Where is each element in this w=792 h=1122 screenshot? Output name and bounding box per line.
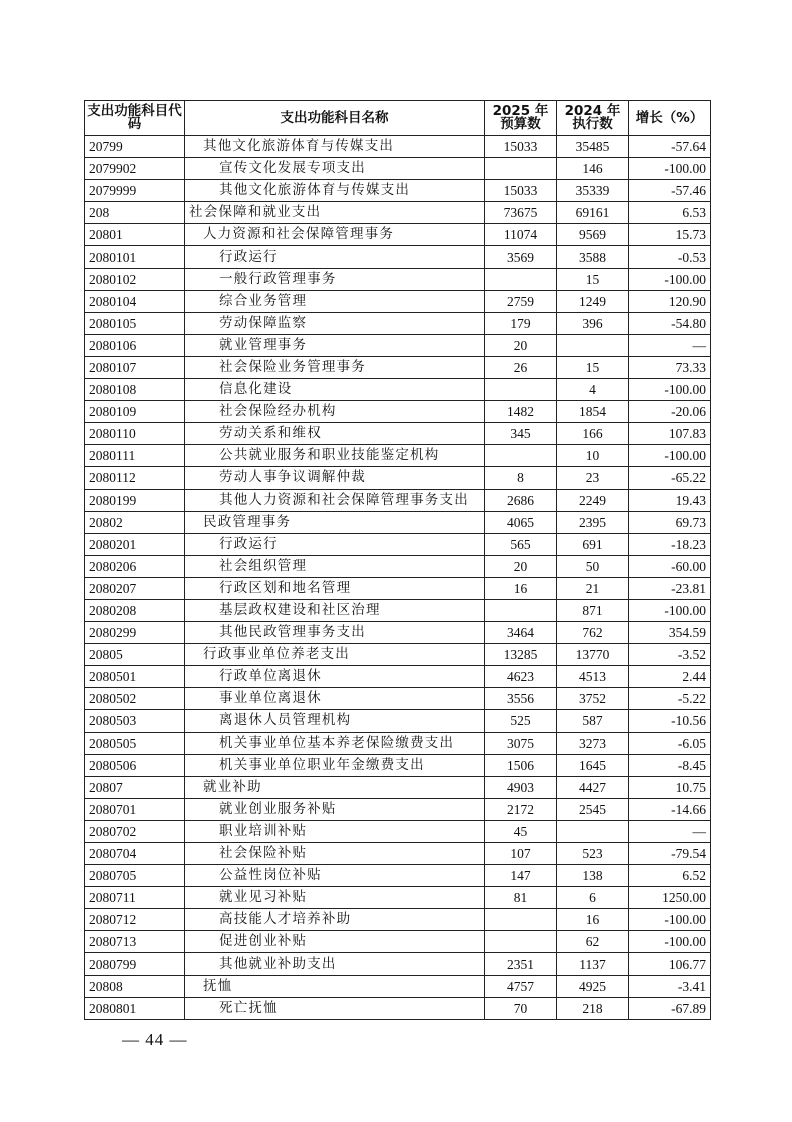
table-row [85, 290, 711, 312]
cell-name: 宣传文化发展专项支出 [185, 158, 485, 180]
cell-growth: 354.59 [629, 622, 711, 644]
cell-budget-2025: 4623 [485, 666, 557, 688]
table-row [85, 202, 711, 224]
cell-actual-2024: 16 [557, 909, 629, 931]
cell-code: 2080110 [85, 423, 185, 445]
cell-budget-2025: 20 [485, 555, 557, 577]
cell-name: 劳动人事争议调解仲裁 [185, 467, 485, 489]
cell-budget-2025: 3556 [485, 688, 557, 710]
cell-code: 2080112 [85, 467, 185, 489]
cell-budget-2025: 147 [485, 865, 557, 887]
cell-name: 社会组织管理 [185, 555, 485, 577]
cell-growth: -100.00 [629, 158, 711, 180]
cell-actual-2024: 69161 [557, 202, 629, 224]
cell-budget-2025 [485, 158, 557, 180]
table-header [85, 101, 711, 136]
table-row [85, 158, 711, 180]
cell-budget-2025: 15033 [485, 136, 557, 158]
cell-budget-2025: 345 [485, 423, 557, 445]
cell-growth: 106.77 [629, 953, 711, 975]
cell-code: 2080102 [85, 268, 185, 290]
cell-budget-2025: 20 [485, 334, 557, 356]
cell-budget-2025 [485, 931, 557, 953]
cell-actual-2024: 523 [557, 843, 629, 865]
cell-growth: 15.73 [629, 224, 711, 246]
cell-actual-2024: 3588 [557, 246, 629, 268]
cell-growth: -0.53 [629, 246, 711, 268]
cell-code: 2080107 [85, 356, 185, 378]
cell-budget-2025: 2351 [485, 953, 557, 975]
cell-code: 2080199 [85, 489, 185, 511]
table-row [85, 180, 711, 202]
cell-growth: -67.89 [629, 997, 711, 1019]
cell-growth: -100.00 [629, 931, 711, 953]
cell-name: 机关事业单位职业年金缴费支出 [185, 754, 485, 776]
cell-growth: 107.83 [629, 423, 711, 445]
cell-actual-2024: 1249 [557, 290, 629, 312]
table-row [85, 931, 711, 953]
table-row [85, 401, 711, 423]
cell-actual-2024: 15 [557, 356, 629, 378]
cell-code: 2080501 [85, 666, 185, 688]
cell-name: 行政运行 [185, 246, 485, 268]
cell-code: 2080206 [85, 555, 185, 577]
cell-actual-2024: 23 [557, 467, 629, 489]
cell-name: 公共就业服务和职业技能鉴定机构 [185, 445, 485, 467]
cell-budget-2025: 107 [485, 843, 557, 865]
cell-name: 促进创业补贴 [185, 931, 485, 953]
header-row [85, 101, 711, 136]
cell-actual-2024: 62 [557, 931, 629, 953]
cell-budget-2025: 4757 [485, 975, 557, 997]
cell-budget-2025: 81 [485, 887, 557, 909]
cell-name: 一般行政管理事务 [185, 268, 485, 290]
cell-name: 社会保险补贴 [185, 843, 485, 865]
cell-actual-2024: 166 [557, 423, 629, 445]
page-number: — 44 — [122, 1030, 188, 1049]
cell-growth: -60.00 [629, 555, 711, 577]
cell-growth: -100.00 [629, 379, 711, 401]
cell-actual-2024: 10 [557, 445, 629, 467]
cell-budget-2025: 2759 [485, 290, 557, 312]
cell-code: 2080702 [85, 820, 185, 842]
cell-code: 2080503 [85, 710, 185, 732]
table-body [85, 136, 711, 1020]
cell-code: 20799 [85, 136, 185, 158]
cell-actual-2024: 871 [557, 599, 629, 621]
cell-code: 2080711 [85, 887, 185, 909]
cell-budget-2025: 8 [485, 467, 557, 489]
cell-name: 行政区划和地名管理 [185, 577, 485, 599]
cell-budget-2025: 4903 [485, 776, 557, 798]
table-row [85, 379, 711, 401]
cell-budget-2025 [485, 379, 557, 401]
table-row [85, 688, 711, 710]
cell-growth: -100.00 [629, 445, 711, 467]
cell-actual-2024: 2249 [557, 489, 629, 511]
table-row [85, 887, 711, 909]
cell-name: 社会保险业务管理事务 [185, 356, 485, 378]
cell-growth: — [629, 820, 711, 842]
cell-growth: -23.81 [629, 577, 711, 599]
table-row [85, 997, 711, 1019]
table-row [85, 312, 711, 334]
cell-name: 机关事业单位基本养老保险缴费支出 [185, 732, 485, 754]
cell-name: 行政运行 [185, 533, 485, 555]
cell-budget-2025: 26 [485, 356, 557, 378]
cell-code: 2080104 [85, 290, 185, 312]
cell-budget-2025: 3075 [485, 732, 557, 754]
cell-code: 2080705 [85, 865, 185, 887]
cell-actual-2024: 587 [557, 710, 629, 732]
table-row [85, 224, 711, 246]
cell-budget-2025: 16 [485, 577, 557, 599]
cell-code: 20808 [85, 975, 185, 997]
table-row [85, 776, 711, 798]
cell-growth: 73.33 [629, 356, 711, 378]
table-row [85, 666, 711, 688]
cell-name: 综合业务管理 [185, 290, 485, 312]
cell-code: 2080105 [85, 312, 185, 334]
cell-growth: -3.52 [629, 644, 711, 666]
cell-growth: 10.75 [629, 776, 711, 798]
cell-name: 劳动关系和维权 [185, 423, 485, 445]
cell-name: 行政事业单位养老支出 [185, 644, 485, 666]
cell-name: 就业创业服务补贴 [185, 798, 485, 820]
table-row [85, 334, 711, 356]
cell-code: 2080201 [85, 533, 185, 555]
cell-growth: -100.00 [629, 909, 711, 931]
table-row [85, 489, 711, 511]
cell-budget-2025: 525 [485, 710, 557, 732]
cell-actual-2024: 762 [557, 622, 629, 644]
cell-growth: -3.41 [629, 975, 711, 997]
cell-budget-2025: 3569 [485, 246, 557, 268]
cell-name: 社会保险经办机构 [185, 401, 485, 423]
cell-name: 高技能人才培养补助 [185, 909, 485, 931]
cell-budget-2025: 45 [485, 820, 557, 842]
cell-growth: 120.90 [629, 290, 711, 312]
cell-code: 2080106 [85, 334, 185, 356]
cell-code: 2079999 [85, 180, 185, 202]
cell-growth: -20.06 [629, 401, 711, 423]
cell-budget-2025: 565 [485, 533, 557, 555]
cell-code: 2080701 [85, 798, 185, 820]
cell-growth: -100.00 [629, 599, 711, 621]
header-name: 支出功能科目名称 [185, 101, 485, 136]
cell-code: 2080208 [85, 599, 185, 621]
table-row [85, 909, 711, 931]
header-actual-2024: 2024 年执行数 [557, 101, 629, 136]
table-row [85, 356, 711, 378]
table-row [85, 136, 711, 158]
table-row [85, 754, 711, 776]
cell-actual-2024: 691 [557, 533, 629, 555]
cell-growth: — [629, 334, 711, 356]
cell-budget-2025 [485, 445, 557, 467]
cell-name: 事业单位离退休 [185, 688, 485, 710]
cell-actual-2024: 146 [557, 158, 629, 180]
cell-growth: -10.56 [629, 710, 711, 732]
table-row [85, 622, 711, 644]
cell-budget-2025 [485, 268, 557, 290]
table-row [85, 599, 711, 621]
cell-code: 2080108 [85, 379, 185, 401]
cell-growth: -18.23 [629, 533, 711, 555]
cell-growth: -6.05 [629, 732, 711, 754]
cell-actual-2024: 1854 [557, 401, 629, 423]
cell-budget-2025: 73675 [485, 202, 557, 224]
table-row [85, 533, 711, 555]
table-row [85, 843, 711, 865]
cell-code: 208 [85, 202, 185, 224]
cell-growth: -5.22 [629, 688, 711, 710]
budget-table [84, 100, 711, 1020]
cell-code: 2080506 [85, 754, 185, 776]
cell-growth: 6.53 [629, 202, 711, 224]
table-row [85, 820, 711, 842]
cell-growth: -79.54 [629, 843, 711, 865]
table-row [85, 577, 711, 599]
cell-actual-2024: 9569 [557, 224, 629, 246]
cell-actual-2024: 6 [557, 887, 629, 909]
cell-actual-2024: 2545 [557, 798, 629, 820]
cell-budget-2025: 70 [485, 997, 557, 1019]
cell-actual-2024: 3273 [557, 732, 629, 754]
cell-code: 20802 [85, 511, 185, 533]
header-growth: 增长（%） [629, 101, 711, 136]
cell-name: 其他文化旅游体育与传媒支出 [185, 136, 485, 158]
cell-growth: 1250.00 [629, 887, 711, 909]
table-row [85, 423, 711, 445]
cell-budget-2025: 4065 [485, 511, 557, 533]
cell-actual-2024: 13770 [557, 644, 629, 666]
cell-name: 民政管理事务 [185, 511, 485, 533]
cell-actual-2024: 15 [557, 268, 629, 290]
cell-name: 行政单位离退休 [185, 666, 485, 688]
table-row [85, 798, 711, 820]
cell-budget-2025: 2686 [485, 489, 557, 511]
table-row [85, 268, 711, 290]
cell-budget-2025: 1506 [485, 754, 557, 776]
cell-growth: 19.43 [629, 489, 711, 511]
table-row [85, 710, 711, 732]
table-row [85, 865, 711, 887]
cell-name: 职业培训补贴 [185, 820, 485, 842]
cell-name: 抚恤 [185, 975, 485, 997]
table-row [85, 511, 711, 533]
cell-actual-2024: 4513 [557, 666, 629, 688]
cell-name: 其他人力资源和社会保障管理事务支出 [185, 489, 485, 511]
cell-code: 2080799 [85, 953, 185, 975]
cell-actual-2024: 21 [557, 577, 629, 599]
cell-actual-2024: 218 [557, 997, 629, 1019]
header-budget-2025: 2025 年预算数 [485, 101, 557, 136]
cell-name: 其他民政管理事务支出 [185, 622, 485, 644]
cell-code: 2080712 [85, 909, 185, 931]
cell-name: 其他文化旅游体育与传媒支出 [185, 180, 485, 202]
cell-actual-2024: 2395 [557, 511, 629, 533]
cell-code: 2080713 [85, 931, 185, 953]
cell-growth: -14.66 [629, 798, 711, 820]
cell-actual-2024: 35339 [557, 180, 629, 202]
cell-budget-2025: 13285 [485, 644, 557, 666]
cell-growth: 69.73 [629, 511, 711, 533]
cell-actual-2024: 1645 [557, 754, 629, 776]
cell-budget-2025 [485, 599, 557, 621]
cell-growth: -54.80 [629, 312, 711, 334]
cell-code: 2080502 [85, 688, 185, 710]
cell-actual-2024: 3752 [557, 688, 629, 710]
cell-code: 2080111 [85, 445, 185, 467]
cell-actual-2024: 396 [557, 312, 629, 334]
table-row [85, 445, 711, 467]
cell-code: 20801 [85, 224, 185, 246]
cell-actual-2024: 1137 [557, 953, 629, 975]
cell-name: 劳动保障监察 [185, 312, 485, 334]
cell-name: 就业补助 [185, 776, 485, 798]
cell-name: 其他就业补助支出 [185, 953, 485, 975]
cell-name: 信息化建设 [185, 379, 485, 401]
cell-actual-2024: 50 [557, 555, 629, 577]
cell-growth: 6.52 [629, 865, 711, 887]
cell-code: 2080207 [85, 577, 185, 599]
cell-actual-2024: 35485 [557, 136, 629, 158]
table-row [85, 555, 711, 577]
cell-growth: -8.45 [629, 754, 711, 776]
cell-code: 20805 [85, 644, 185, 666]
cell-code: 2080505 [85, 732, 185, 754]
cell-name: 社会保障和就业支出 [185, 202, 485, 224]
cell-growth: -57.64 [629, 136, 711, 158]
table-row [85, 246, 711, 268]
cell-code: 2080704 [85, 843, 185, 865]
table-row [85, 644, 711, 666]
cell-actual-2024: 4 [557, 379, 629, 401]
cell-name: 离退休人员管理机构 [185, 710, 485, 732]
cell-code: 2080299 [85, 622, 185, 644]
cell-name: 就业管理事务 [185, 334, 485, 356]
cell-growth: -57.46 [629, 180, 711, 202]
cell-name: 死亡抚恤 [185, 997, 485, 1019]
cell-budget-2025: 11074 [485, 224, 557, 246]
cell-actual-2024: 138 [557, 865, 629, 887]
cell-budget-2025: 1482 [485, 401, 557, 423]
cell-name: 基层政权建设和社区治理 [185, 599, 485, 621]
cell-actual-2024 [557, 334, 629, 356]
cell-code: 20807 [85, 776, 185, 798]
table-row [85, 953, 711, 975]
cell-growth: -65.22 [629, 467, 711, 489]
cell-budget-2025: 2172 [485, 798, 557, 820]
cell-actual-2024 [557, 820, 629, 842]
cell-name: 就业见习补贴 [185, 887, 485, 909]
cell-budget-2025: 3464 [485, 622, 557, 644]
cell-budget-2025: 179 [485, 312, 557, 334]
cell-budget-2025 [485, 909, 557, 931]
table-row [85, 732, 711, 754]
cell-code: 2080101 [85, 246, 185, 268]
cell-growth: 2.44 [629, 666, 711, 688]
cell-actual-2024: 4925 [557, 975, 629, 997]
table-row [85, 467, 711, 489]
cell-growth: -100.00 [629, 268, 711, 290]
cell-budget-2025: 15033 [485, 180, 557, 202]
cell-name: 人力资源和社会保障管理事务 [185, 224, 485, 246]
cell-code: 2080109 [85, 401, 185, 423]
table-row [85, 975, 711, 997]
header-code: 支出功能科目代码 [85, 101, 185, 136]
cell-code: 2080801 [85, 997, 185, 1019]
cell-name: 公益性岗位补贴 [185, 865, 485, 887]
cell-code: 2079902 [85, 158, 185, 180]
cell-actual-2024: 4427 [557, 776, 629, 798]
